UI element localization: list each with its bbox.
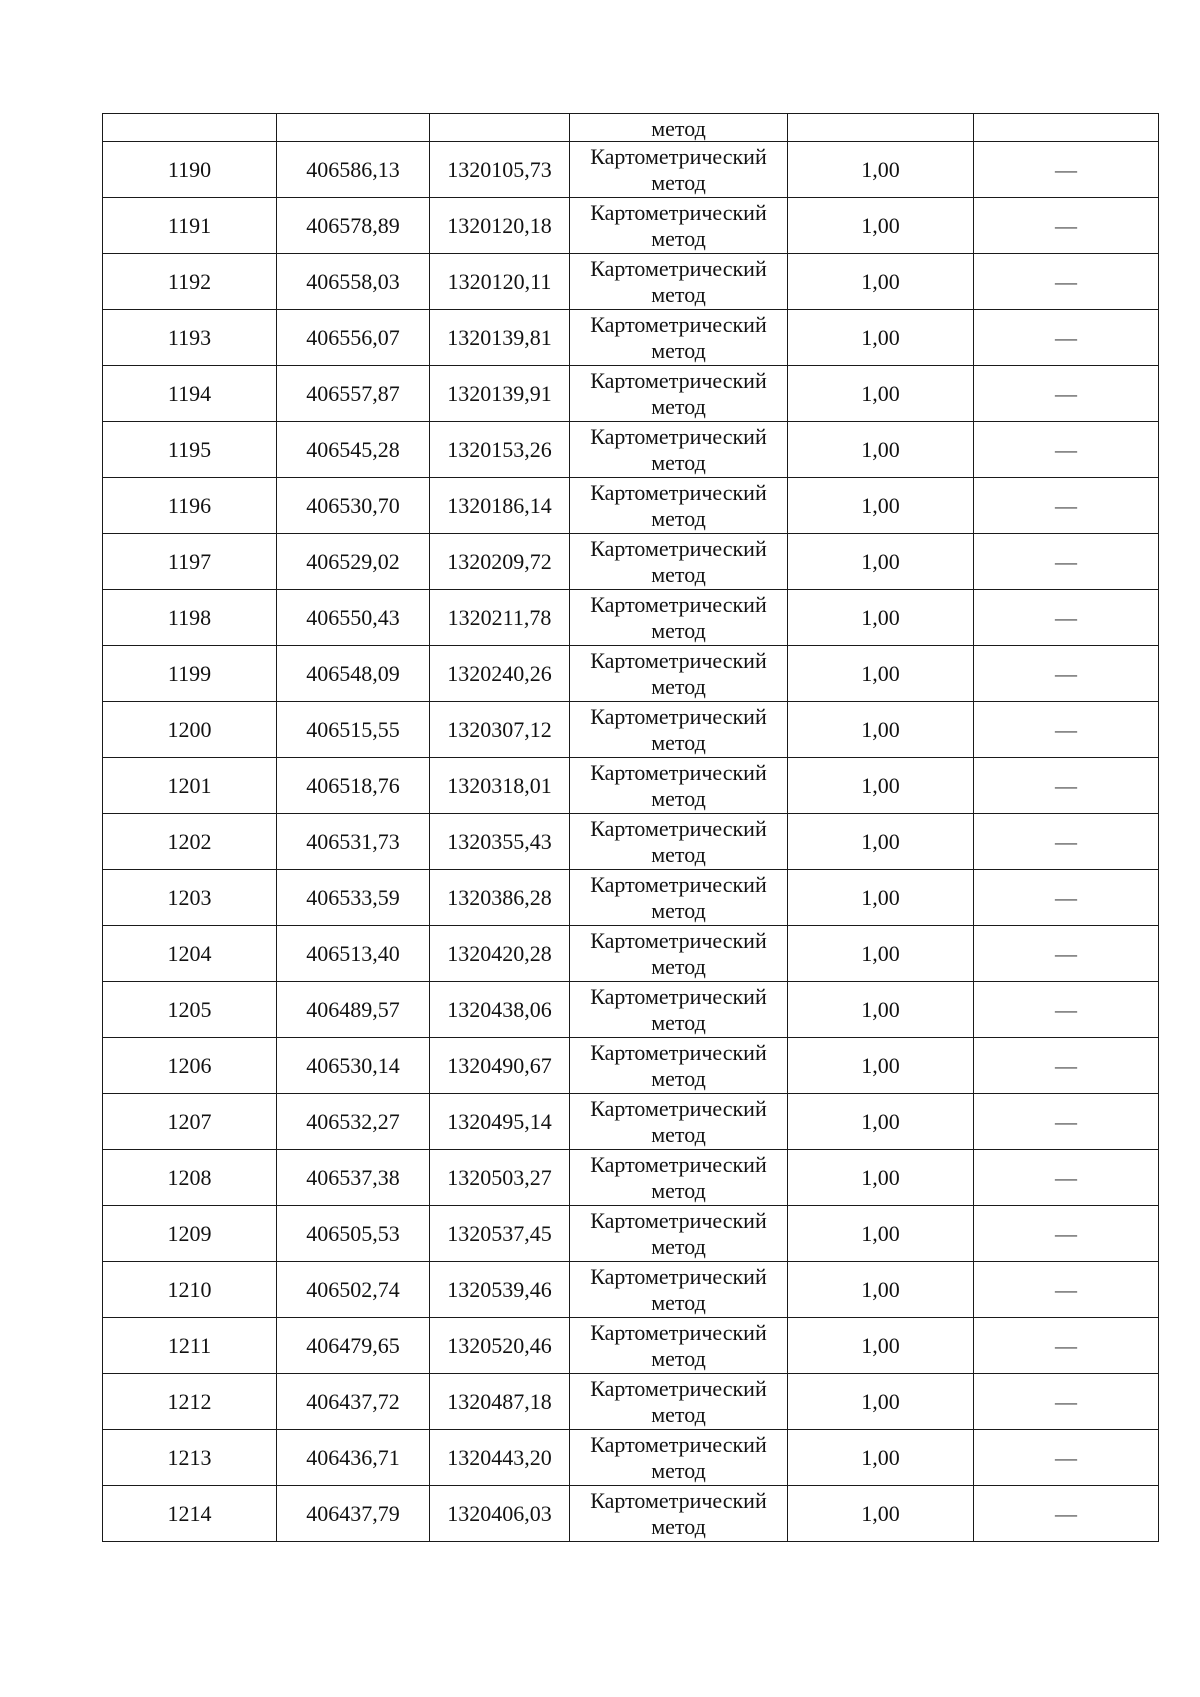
point-number-cell: 1206	[103, 1038, 277, 1094]
accuracy-cell: 1,00	[788, 1206, 974, 1262]
y-coordinate-cell: 1320386,28	[430, 870, 570, 926]
method-label-line2: метод	[651, 673, 706, 699]
point-number-cell: 1194	[103, 366, 277, 422]
accuracy-cell: 1,00	[788, 534, 974, 590]
continuation-row	[103, 114, 1159, 142]
table-row	[103, 1318, 1159, 1374]
point-number-cell: 1197	[103, 534, 277, 590]
description-cell: —	[974, 422, 1159, 478]
description-cell: —	[974, 1430, 1159, 1486]
x-coordinate-cell: 406530,70	[277, 478, 430, 534]
x-coordinate-cell: 406518,76	[277, 758, 430, 814]
method-label-line2: метод	[651, 1401, 706, 1427]
table-row	[103, 814, 1159, 870]
table-row	[103, 926, 1159, 982]
method-cell	[570, 758, 788, 814]
y-coordinate-cell: 1320120,18	[430, 198, 570, 254]
point-number-cell: 1207	[103, 1094, 277, 1150]
y-coordinate-cell: 1320120,11	[430, 254, 570, 310]
method-cell	[570, 1430, 788, 1486]
method-label-line1: Картометрический	[590, 1207, 767, 1233]
method-label-line1: Картометрический	[590, 535, 767, 561]
method-label-line1: Картометрический	[590, 1263, 767, 1289]
method-label-line2: метод	[651, 841, 706, 867]
table-row	[103, 198, 1159, 254]
x-coordinate-cell: 406548,09	[277, 646, 430, 702]
x-coordinate-cell: 406557,87	[277, 366, 430, 422]
method-cell	[570, 1262, 788, 1318]
method-label-line1: Картометрический	[590, 647, 767, 673]
method-cell	[570, 814, 788, 870]
method-cell	[570, 198, 788, 254]
y-coordinate-cell: 1320209,72	[430, 534, 570, 590]
method-cell	[570, 646, 788, 702]
method-cell	[570, 982, 788, 1038]
x-coordinate-cell: 406558,03	[277, 254, 430, 310]
description-cell: —	[974, 870, 1159, 926]
method-cell	[570, 422, 788, 478]
point-number-cell: 1209	[103, 1206, 277, 1262]
y-coordinate-cell: 1320537,45	[430, 1206, 570, 1262]
accuracy-cell: 1,00	[788, 1318, 974, 1374]
x-coordinate-cell: 406515,55	[277, 702, 430, 758]
method-cell	[570, 366, 788, 422]
method-label-line1: Картометрический	[590, 871, 767, 897]
method-label-line1: Картометрический	[590, 1095, 767, 1121]
method-cell	[570, 1150, 788, 1206]
y-coordinate-cell: 1320355,43	[430, 814, 570, 870]
method-label-line2: метод	[651, 1345, 706, 1371]
accuracy-cell: 1,00	[788, 646, 974, 702]
method-label-line2: метод	[651, 449, 706, 475]
table-row	[103, 1262, 1159, 1318]
y-coordinate-cell: 1320153,26	[430, 422, 570, 478]
accuracy-cell: 1,00	[788, 142, 974, 198]
description-cell: —	[974, 366, 1159, 422]
table-row	[103, 870, 1159, 926]
method-label-line2: метод	[651, 1289, 706, 1315]
accuracy-cell: 1,00	[788, 422, 974, 478]
method-label-line1: Картометрический	[590, 1039, 767, 1065]
description-cell: —	[974, 982, 1159, 1038]
method-label-line2: метод	[651, 1457, 706, 1483]
point-number-cell: 1192	[103, 254, 277, 310]
y-coordinate-cell: 1320105,73	[430, 142, 570, 198]
table-row	[103, 1486, 1159, 1542]
accuracy-cell: 1,00	[788, 702, 974, 758]
method-label-line1: Картометрический	[590, 703, 767, 729]
method-label-line2: метод	[651, 1177, 706, 1203]
method-label-line1: Картометрический	[590, 983, 767, 1009]
method-label-line1: Картометрический	[590, 1487, 767, 1513]
description-cell: —	[974, 1038, 1159, 1094]
table-row	[103, 702, 1159, 758]
table-row	[103, 1374, 1159, 1430]
x-coordinate-cell: 406513,40	[277, 926, 430, 982]
description-cell: —	[974, 1374, 1159, 1430]
coordinates-table	[102, 113, 1159, 1542]
y-coordinate-cell: 1320420,28	[430, 926, 570, 982]
x-coordinate-cell: 406502,74	[277, 1262, 430, 1318]
point-number-cell: 1205	[103, 982, 277, 1038]
method-label-line2: метод	[651, 785, 706, 811]
point-number-cell: 1213	[103, 1430, 277, 1486]
method-label-line2: метод	[651, 953, 706, 979]
table-row	[103, 1206, 1159, 1262]
description-cell: —	[974, 1486, 1159, 1542]
method-cell	[570, 1486, 788, 1542]
point-number-cell: 1195	[103, 422, 277, 478]
x-coordinate-cell: 406479,65	[277, 1318, 430, 1374]
method-label-line2: метод	[651, 225, 706, 251]
x-coordinate-cell: 406529,02	[277, 534, 430, 590]
method-label-line2: метод	[651, 393, 706, 419]
method-cell	[570, 478, 788, 534]
method-label-line1: Картометрический	[590, 759, 767, 785]
method-cell	[570, 1206, 788, 1262]
y-coordinate-cell: 1320139,81	[430, 310, 570, 366]
y-coordinate-cell	[430, 114, 570, 142]
method-label-line2: метод	[651, 505, 706, 531]
method-cell	[570, 1038, 788, 1094]
description-cell: —	[974, 758, 1159, 814]
x-coordinate-cell: 406550,43	[277, 590, 430, 646]
y-coordinate-cell: 1320503,27	[430, 1150, 570, 1206]
method-cell	[570, 1374, 788, 1430]
method-label-line1: Картометрический	[590, 927, 767, 953]
method-cell	[570, 1094, 788, 1150]
method-label-line2: метод	[651, 561, 706, 587]
point-number-cell: 1190	[103, 142, 277, 198]
accuracy-cell: 1,00	[788, 1038, 974, 1094]
method-label-line1: Картометрический	[590, 255, 767, 281]
method-label-line2: метод	[651, 897, 706, 923]
table-row	[103, 366, 1159, 422]
method-label-line2: метод	[651, 1233, 706, 1259]
accuracy-cell: 1,00	[788, 758, 974, 814]
method-label-line2: метод	[651, 1065, 706, 1091]
method-cell: метод	[570, 114, 788, 142]
method-label-line2: метод	[651, 337, 706, 363]
y-coordinate-cell: 1320443,20	[430, 1430, 570, 1486]
method-cell	[570, 926, 788, 982]
method-label-line1: Картометрический	[590, 1151, 767, 1177]
accuracy-cell: 1,00	[788, 814, 974, 870]
accuracy-cell: 1,00	[788, 926, 974, 982]
table-row	[103, 758, 1159, 814]
x-coordinate-cell	[277, 114, 430, 142]
point-number-cell: 1203	[103, 870, 277, 926]
table-row	[103, 534, 1159, 590]
x-coordinate-cell: 406545,28	[277, 422, 430, 478]
method-cell	[570, 870, 788, 926]
point-number-cell: 1208	[103, 1150, 277, 1206]
accuracy-cell: 1,00	[788, 1094, 974, 1150]
accuracy-cell: 1,00	[788, 1430, 974, 1486]
point-number-cell: 1201	[103, 758, 277, 814]
method-label-line1: Картометрический	[590, 1375, 767, 1401]
accuracy-cell: 1,00	[788, 366, 974, 422]
accuracy-cell: 1,00	[788, 310, 974, 366]
method-label-line2: метод	[651, 1121, 706, 1147]
method-label-line1: Картометрический	[590, 479, 767, 505]
point-number-cell: 1214	[103, 1486, 277, 1542]
accuracy-cell: 1,00	[788, 982, 974, 1038]
description-cell: —	[974, 478, 1159, 534]
table-row	[103, 1430, 1159, 1486]
y-coordinate-cell: 1320139,91	[430, 366, 570, 422]
description-cell: —	[974, 1150, 1159, 1206]
x-coordinate-cell: 406489,57	[277, 982, 430, 1038]
method-cell	[570, 1318, 788, 1374]
description-cell: —	[974, 1262, 1159, 1318]
table-row	[103, 982, 1159, 1038]
y-coordinate-cell: 1320186,14	[430, 478, 570, 534]
method-cell	[570, 590, 788, 646]
y-coordinate-cell: 1320490,67	[430, 1038, 570, 1094]
description-cell: —	[974, 646, 1159, 702]
table-row	[103, 254, 1159, 310]
method-cell	[570, 142, 788, 198]
accuracy-cell: 1,00	[788, 198, 974, 254]
table-row	[103, 1038, 1159, 1094]
accuracy-cell: 1,00	[788, 254, 974, 310]
method-label-line1: Картометрический	[590, 199, 767, 225]
table-row	[103, 478, 1159, 534]
method-cell	[570, 702, 788, 758]
description-cell: —	[974, 534, 1159, 590]
point-number-cell: 1204	[103, 926, 277, 982]
accuracy-cell	[788, 114, 974, 142]
method-label-line1: Картометрический	[590, 815, 767, 841]
x-coordinate-cell: 406586,13	[277, 142, 430, 198]
description-cell	[974, 114, 1159, 142]
y-coordinate-cell: 1320406,03	[430, 1486, 570, 1542]
description-cell: —	[974, 142, 1159, 198]
method-label-line1: Картометрический	[590, 143, 767, 169]
method-cell	[570, 254, 788, 310]
description-cell: —	[974, 1094, 1159, 1150]
point-number-cell: 1200	[103, 702, 277, 758]
method-label-line2: метод	[651, 1009, 706, 1035]
method-label-line1: Картометрический	[590, 311, 767, 337]
method-label-line1: Картометрический	[590, 1319, 767, 1345]
description-cell: —	[974, 926, 1159, 982]
y-coordinate-cell: 1320539,46	[430, 1262, 570, 1318]
y-coordinate-cell: 1320240,26	[430, 646, 570, 702]
x-coordinate-cell: 406533,59	[277, 870, 430, 926]
method-label-line2: метод	[651, 617, 706, 643]
method-label-line1: Картометрический	[590, 367, 767, 393]
point-number-cell: 1191	[103, 198, 277, 254]
description-cell: —	[974, 814, 1159, 870]
description-cell: —	[974, 310, 1159, 366]
y-coordinate-cell: 1320211,78	[430, 590, 570, 646]
accuracy-cell: 1,00	[788, 1150, 974, 1206]
description-cell: —	[974, 590, 1159, 646]
y-coordinate-cell: 1320307,12	[430, 702, 570, 758]
method-label-line2: метод	[651, 169, 706, 195]
description-cell: —	[974, 254, 1159, 310]
method-label-line2: метод	[651, 1513, 706, 1539]
x-coordinate-cell: 406578,89	[277, 198, 430, 254]
table-row	[103, 646, 1159, 702]
x-coordinate-cell: 406556,07	[277, 310, 430, 366]
x-coordinate-cell: 406531,73	[277, 814, 430, 870]
x-coordinate-cell: 406436,71	[277, 1430, 430, 1486]
table-row	[103, 1150, 1159, 1206]
point-number-cell: 1193	[103, 310, 277, 366]
point-number-cell: 1210	[103, 1262, 277, 1318]
description-cell: —	[974, 198, 1159, 254]
description-cell: —	[974, 702, 1159, 758]
table-row	[103, 1094, 1159, 1150]
x-coordinate-cell: 406437,79	[277, 1486, 430, 1542]
table-body	[103, 114, 1159, 1542]
method-label-line2: метод	[651, 729, 706, 755]
y-coordinate-cell: 1320487,18	[430, 1374, 570, 1430]
accuracy-cell: 1,00	[788, 870, 974, 926]
y-coordinate-cell: 1320438,06	[430, 982, 570, 1038]
point-number-cell: 1211	[103, 1318, 277, 1374]
y-coordinate-cell: 1320520,46	[430, 1318, 570, 1374]
point-number-cell: 1199	[103, 646, 277, 702]
point-number-cell: 1212	[103, 1374, 277, 1430]
point-number-cell: 1196	[103, 478, 277, 534]
table-row	[103, 590, 1159, 646]
x-coordinate-cell: 406505,53	[277, 1206, 430, 1262]
method-cell	[570, 534, 788, 590]
method-label-line1: Картометрический	[590, 423, 767, 449]
accuracy-cell: 1,00	[788, 590, 974, 646]
x-coordinate-cell: 406532,27	[277, 1094, 430, 1150]
x-coordinate-cell: 406437,72	[277, 1374, 430, 1430]
table-row	[103, 310, 1159, 366]
table-row	[103, 422, 1159, 478]
accuracy-cell: 1,00	[788, 478, 974, 534]
point-number-cell	[103, 114, 277, 142]
x-coordinate-cell: 406530,14	[277, 1038, 430, 1094]
y-coordinate-cell: 1320495,14	[430, 1094, 570, 1150]
accuracy-cell: 1,00	[788, 1374, 974, 1430]
accuracy-cell: 1,00	[788, 1262, 974, 1318]
x-coordinate-cell: 406537,38	[277, 1150, 430, 1206]
method-label-line2: метод	[651, 281, 706, 307]
table-row	[103, 142, 1159, 198]
accuracy-cell: 1,00	[788, 1486, 974, 1542]
y-coordinate-cell: 1320318,01	[430, 758, 570, 814]
description-cell: —	[974, 1206, 1159, 1262]
method-label-line1: Картометрический	[590, 591, 767, 617]
description-cell: —	[974, 1318, 1159, 1374]
point-number-cell: 1202	[103, 814, 277, 870]
method-cell	[570, 310, 788, 366]
point-number-cell: 1198	[103, 590, 277, 646]
method-label-line1: Картометрический	[590, 1431, 767, 1457]
